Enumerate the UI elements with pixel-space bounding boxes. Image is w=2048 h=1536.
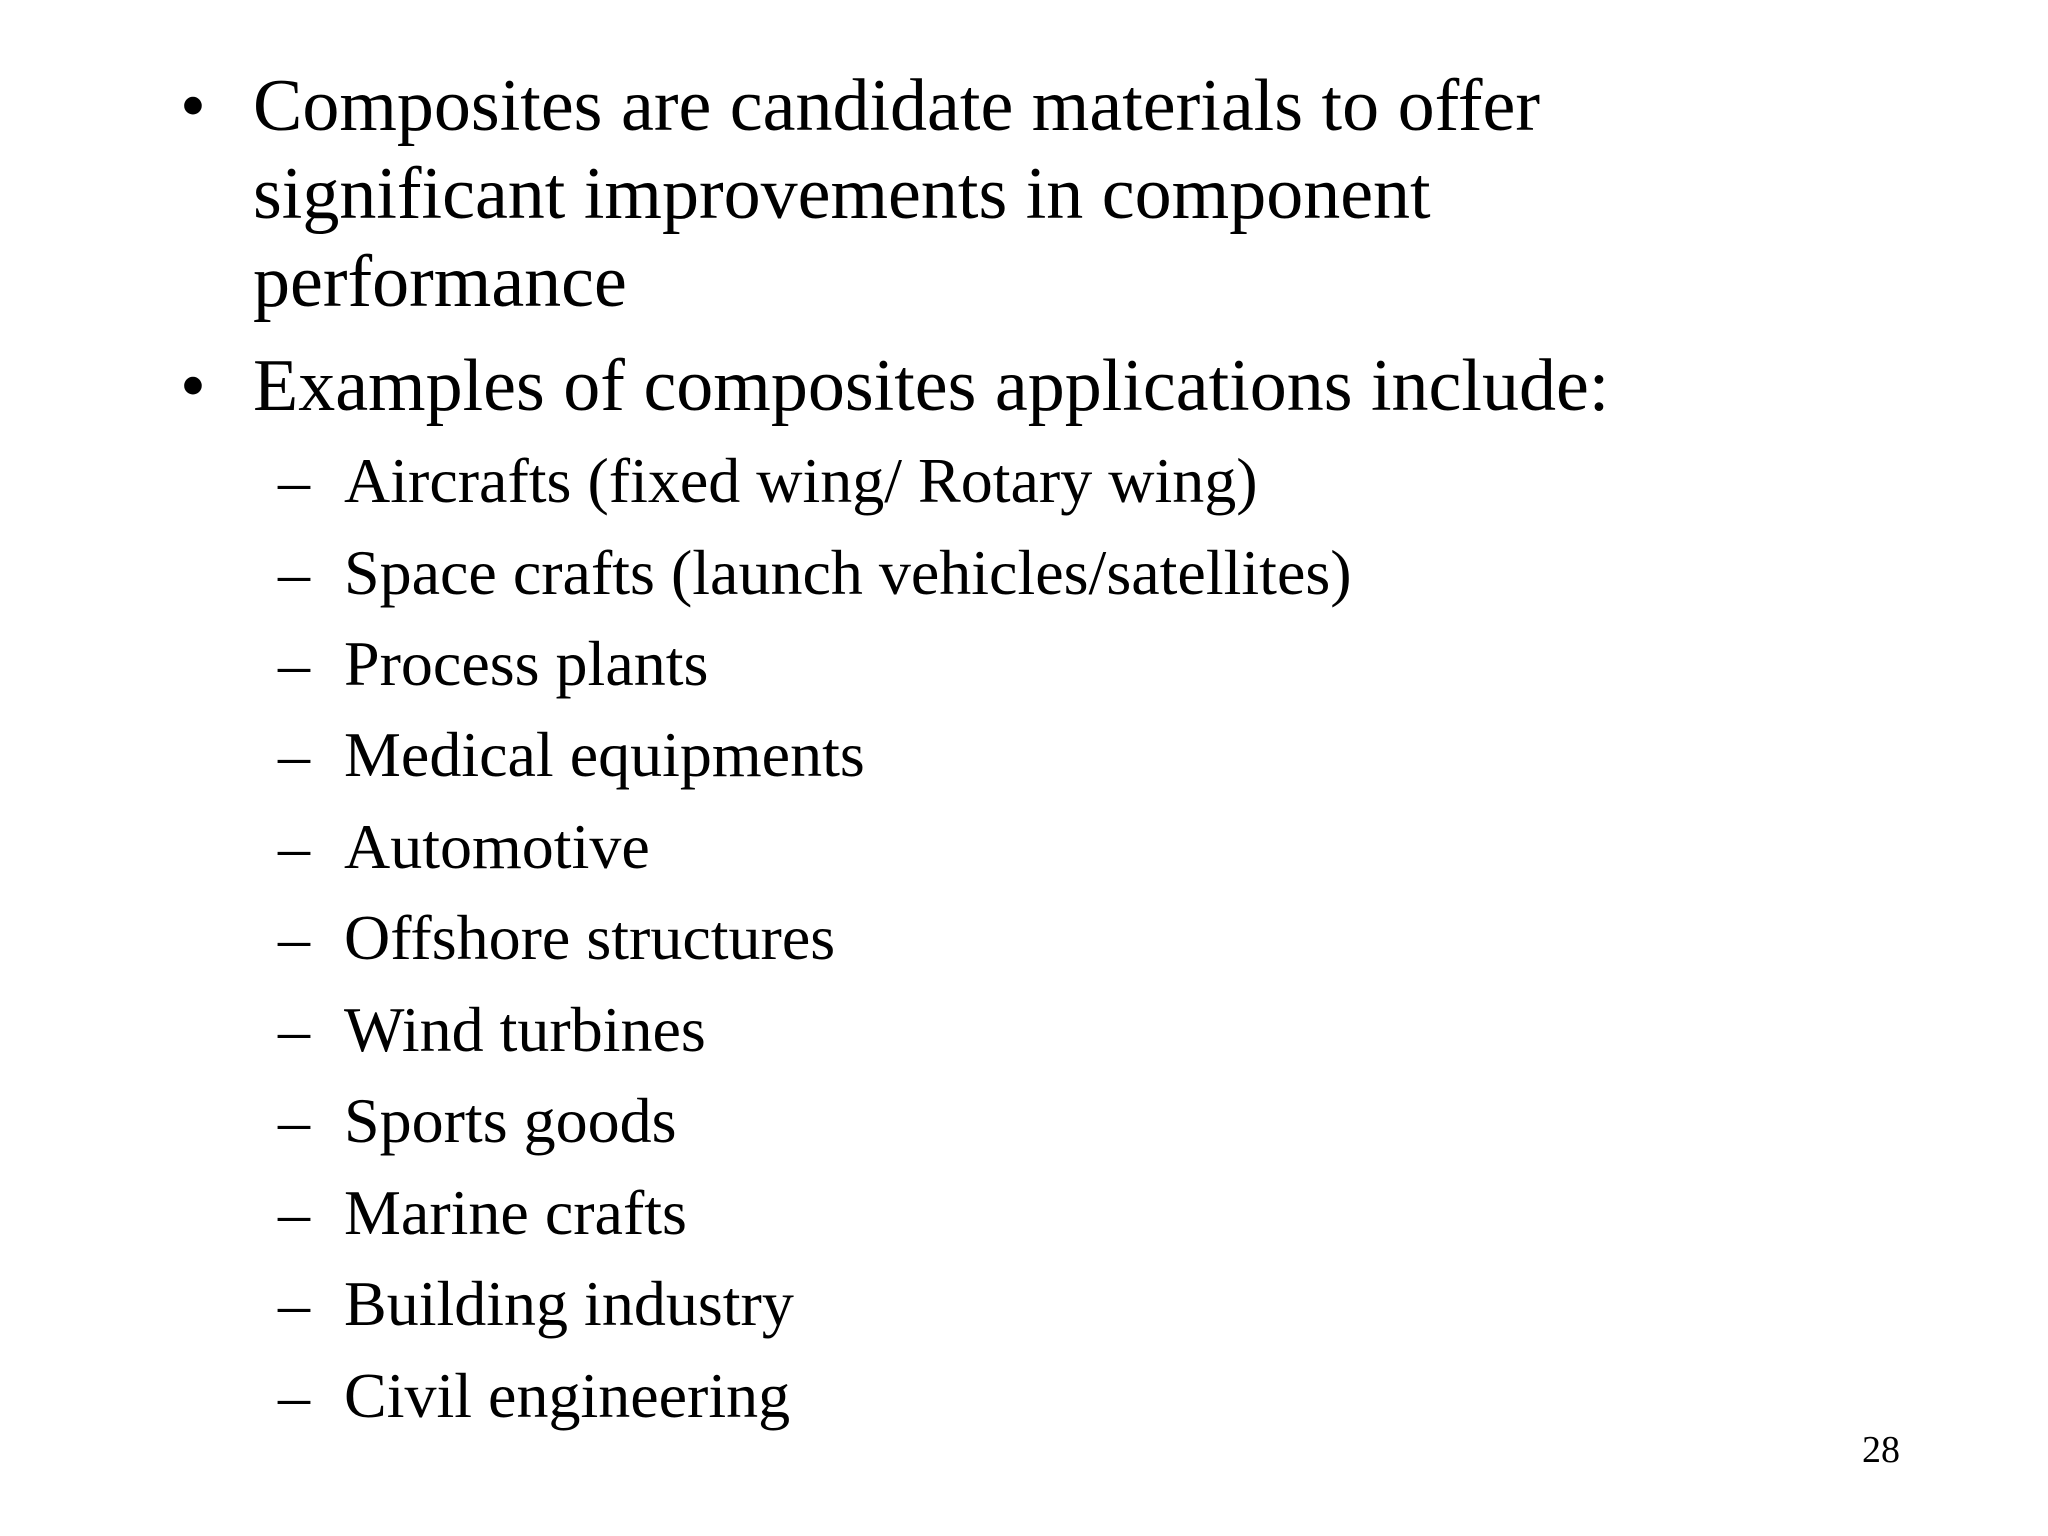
list-item [278, 1263, 1678, 1345]
list-item-text: Automotive [344, 811, 650, 882]
list-item-text: Building industry [344, 1268, 794, 1339]
dash-icon: – [278, 811, 310, 882]
list-item [278, 714, 1678, 796]
list-item [278, 1355, 1678, 1437]
bullet-text [253, 342, 1753, 430]
dash-icon: – [278, 994, 310, 1065]
dash-icon: – [278, 537, 310, 608]
list-item-text: Sports goods [344, 1085, 677, 1156]
bullet-text-line: significant improvements in component [253, 153, 1431, 235]
list-item [278, 1172, 1678, 1254]
dash-icon: – [278, 445, 310, 516]
list-item-text: Marine crafts [344, 1177, 687, 1248]
list-item [278, 623, 1678, 705]
list-item-text: Aircrafts (fixed wing/ Rotary wing) [344, 445, 1258, 516]
dash-icon: – [278, 1085, 310, 1156]
list-item [278, 897, 1678, 979]
bullet-icon: • [180, 345, 206, 427]
list-item [278, 532, 1678, 614]
list-item [278, 989, 1678, 1071]
dash-icon: – [278, 902, 310, 973]
list-item-text: Civil engineering [344, 1360, 791, 1431]
list-item-text: Offshore structures [344, 902, 836, 973]
list-item-text: Process plants [344, 628, 709, 699]
bullet-text-line: Examples of composites applications include: [253, 345, 1610, 427]
list-item [278, 806, 1678, 888]
bullet-text-line: Composites are candidate materials to offer [253, 65, 1541, 147]
list-item-text: Space crafts (launch vehicles/satellites) [344, 537, 1352, 608]
dash-icon: – [278, 1268, 310, 1339]
bullet-icon: • [180, 65, 206, 147]
bullet-text-line: performance [253, 241, 627, 323]
bullet-text [253, 62, 1753, 326]
page-number: 28 [1862, 1429, 1900, 1471]
dash-icon: – [278, 1360, 310, 1431]
list-item [278, 440, 1678, 522]
list-item [278, 1080, 1678, 1162]
dash-icon: – [278, 719, 310, 790]
dash-icon: – [278, 1177, 310, 1248]
list-item-text: Wind turbines [344, 994, 706, 1065]
list-item-text: Medical equipments [344, 719, 865, 790]
dash-icon: – [278, 628, 310, 699]
